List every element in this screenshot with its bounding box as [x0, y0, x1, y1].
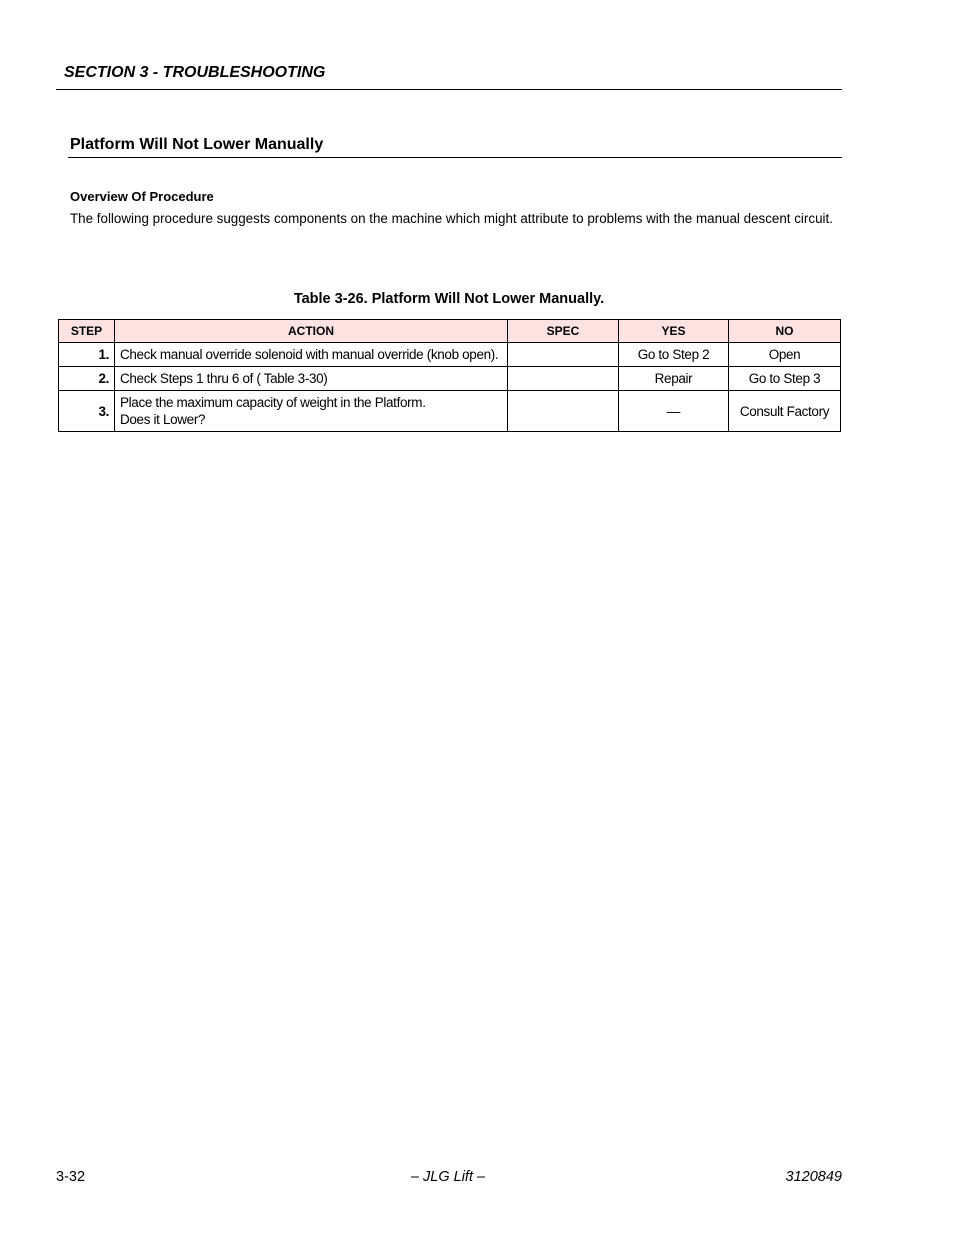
- step-cell: 1.: [59, 343, 115, 367]
- procedure-table: [58, 319, 841, 432]
- yes-cell: Go to Step 2: [619, 343, 729, 367]
- column-header-spec: SPEC: [508, 320, 619, 343]
- overview-text: The following procedure suggests components on the machine which might attribute to problems with the manual descent circuit.: [70, 211, 833, 226]
- action-cell: Check manual override solenoid with manual override (knob open).: [115, 343, 508, 367]
- action-line: Place the maximum capacity of weight in the Platform.: [120, 395, 426, 410]
- overview-heading: Overview Of Procedure: [70, 189, 214, 204]
- action-cell: [115, 391, 508, 432]
- page-number: 3-32: [56, 1169, 86, 1185]
- header-rule: [56, 89, 842, 90]
- table-row: [59, 367, 841, 391]
- no-cell: Go to Step 3: [729, 367, 841, 391]
- column-header-step: STEP: [59, 320, 115, 343]
- spec-cell: [508, 343, 619, 367]
- table-row: [59, 391, 841, 432]
- section-header: SECTION 3 - TROUBLESHOOTING: [64, 64, 326, 81]
- column-header-no: NO: [729, 320, 841, 343]
- table-header-row: [59, 320, 841, 343]
- action-cell: Check Steps 1 thru 6 of ( Table 3-30): [115, 367, 508, 391]
- no-cell: Open: [729, 343, 841, 367]
- no-cell: Consult Factory: [729, 391, 841, 432]
- title-rule: [68, 157, 842, 158]
- footer-publisher: – JLG Lift –: [410, 1169, 486, 1185]
- document-number: 3120849: [785, 1169, 842, 1185]
- spec-cell: [508, 367, 619, 391]
- action-line: Does it Lower?: [120, 412, 206, 427]
- yes-cell: Repair: [619, 367, 729, 391]
- column-header-action: ACTION: [115, 320, 508, 343]
- table-caption: Table 3-26. Platform Will Not Lower Manually.: [293, 291, 605, 307]
- yes-cell: —: [619, 391, 729, 432]
- page-title: Platform Will Not Lower Manually: [70, 136, 324, 153]
- column-header-yes: YES: [619, 320, 729, 343]
- step-cell: 2.: [59, 367, 115, 391]
- table-row: [59, 343, 841, 367]
- step-cell: 3.: [59, 391, 115, 432]
- spec-cell: [508, 391, 619, 432]
